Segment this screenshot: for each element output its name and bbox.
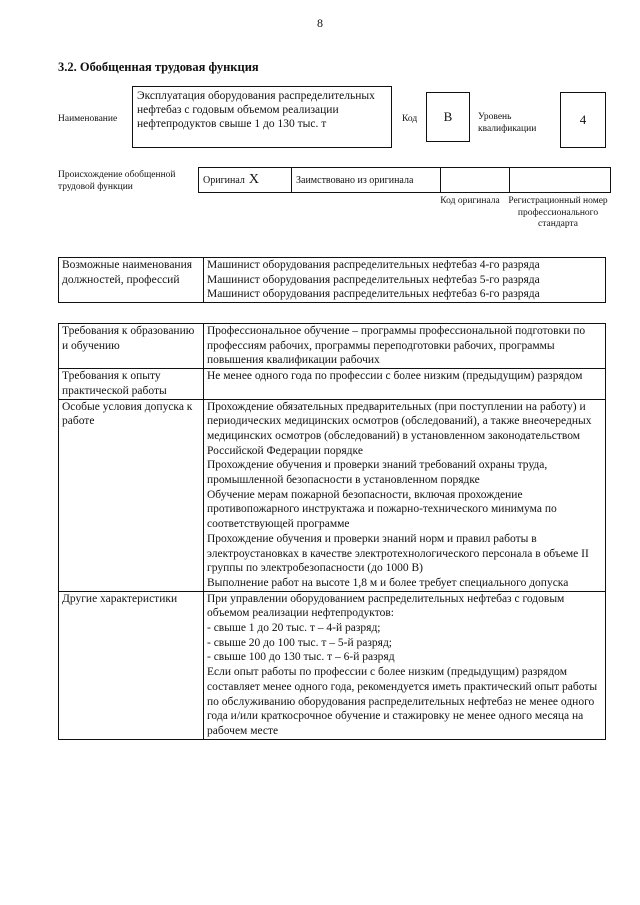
table-row <box>59 591 606 739</box>
req-paragraph: При управлении оборудованием распределительных нефтебаз с годовым объемом реализации нефтепродуктов: <box>207 592 565 620</box>
req-paragraph: Прохождение обучения и проверки знаний норм и правил работы в электроустановках в качестве электротехнологического персонала в объеме II группы по электробезопасности (до 1000 В) <box>207 532 589 575</box>
origin-borrowed-cell <box>292 168 441 193</box>
positions-table <box>58 257 606 303</box>
level-value: 4 <box>560 92 606 148</box>
req-label-other: Другие характеристики <box>59 591 204 739</box>
origin-label: Происхождение обобщенной трудовой функции <box>58 170 176 192</box>
req-paragraph: Обучение мерам пожарной безопасности, включая прохождение противопожарного инструктажа и пожарно-технического минимума по соответствующей программе <box>207 488 557 531</box>
page-number: 8 <box>317 16 323 30</box>
req-value-conditions <box>204 399 606 591</box>
section-title: 3.2. Обобщенная трудовая функция <box>58 60 259 74</box>
table-row <box>59 369 606 399</box>
origin-code-cell <box>441 168 510 193</box>
req-label-conditions: Особые условия допуска к работе <box>59 399 204 591</box>
caption-reg: Регистрационный номер профессионального стандарта <box>508 196 608 229</box>
table-row <box>59 324 606 369</box>
req-paragraph: - свыше 20 до 100 тыс. т – 5-й разряд; <box>207 636 392 649</box>
req-paragraph: Если опыт работы по профессии с более низким (предыдущим) разрядом составляет менее одного года, рекомендуется иметь практический опыт работы по обслуживанию оборудования распределительных нефтебаз не менее одного года и/или краткосрочное обучение и стажировку не менее одного месяца на рабочем месте <box>207 666 598 737</box>
req-label-education: Требования к образованию и обучению <box>59 324 204 369</box>
req-paragraph: - свыше 1 до 20 тыс. т – 4-й разряд; <box>207 622 381 635</box>
caption-code: Код оригинала <box>440 196 500 206</box>
req-paragraph: Прохождение обучения и проверки знаний требований охраны труда, промышленной безопасности в установленном порядке <box>207 459 548 487</box>
name-value: Эксплуатация оборудования распределительных нефтебаз с годовым объемом реализации нефтепродуктов свыше 1 до 130 тыс. т <box>132 86 392 148</box>
name-label: Наименование <box>58 114 118 124</box>
table-row <box>59 399 606 591</box>
origin-original: Оригинал <box>203 175 245 186</box>
code-value: В <box>426 92 470 142</box>
req-label-experience: Требования к опыту практической работы <box>59 369 204 399</box>
position-item: Машинист оборудования распределительных нефтебаз 6-го разряда <box>207 288 540 301</box>
req-paragraph: - свыше 100 до 130 тыс. т – 6-й разряд <box>207 651 395 664</box>
req-value-education <box>204 324 606 369</box>
position-item: Машинист оборудования распределительных нефтебаз 5-го разряда <box>207 273 540 286</box>
req-paragraph: Прохождение обязательных предварительных (при поступлении на работу) и периодических медицинских осмотров (обследований), а также внеочередных медицинских осмотров (обследований) в установленном законодательством Российской Федерации порядке <box>207 400 592 457</box>
req-value-other <box>204 591 606 739</box>
origin-mark: X <box>248 172 260 187</box>
origin-borrowed: Заимствовано из оригинала <box>296 174 414 186</box>
position-item: Машинист оборудования распределительных нефтебаз 4-го разряда <box>207 259 540 271</box>
req-paragraph: Выполнение работ на высоте 1,8 м и более требует специального допуска <box>207 576 569 589</box>
origin-table <box>198 167 611 193</box>
positions-list <box>204 258 606 303</box>
origin-reg-cell <box>510 168 611 193</box>
req-paragraph: Не менее одного года по профессии с более низким (предыдущим) разрядом <box>207 370 583 383</box>
positions-label: Возможные наименования должностей, профессий <box>59 258 204 303</box>
level-label: Уровень квалификации <box>478 112 537 134</box>
req-paragraph: Профессиональное обучение – программы профессиональной подготовки по профессиям рабочих, программы переподготовки рабочих, программы повышения квалификации рабочих <box>207 325 586 367</box>
req-value-experience <box>204 369 606 399</box>
requirements-table <box>58 323 606 740</box>
origin-original-cell <box>199 168 292 193</box>
code-label: Код <box>402 114 418 124</box>
